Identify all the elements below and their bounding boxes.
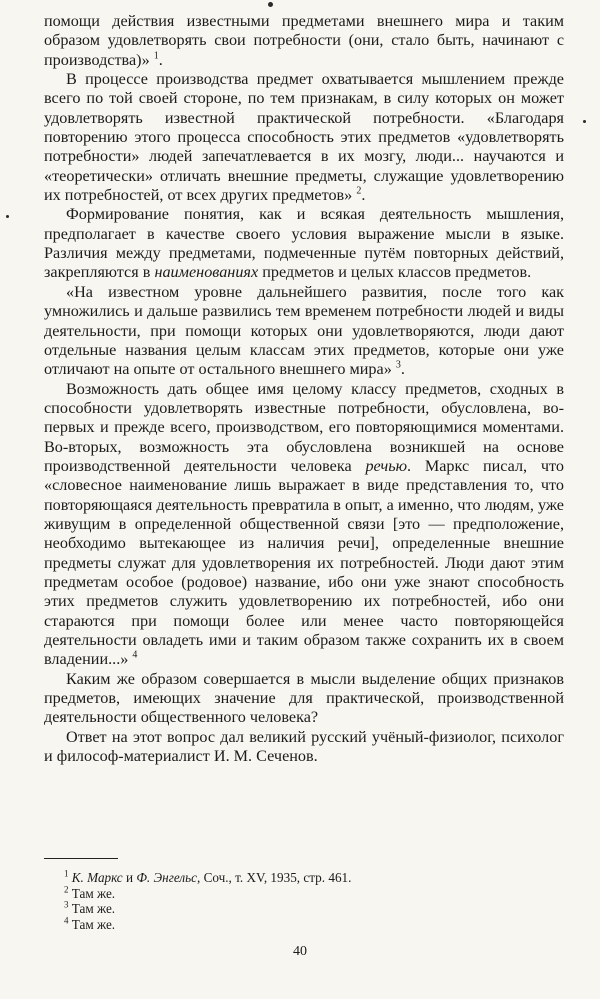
print-speck [268, 2, 273, 7]
emphasis-rech: речью [365, 456, 408, 475]
footnote-3: $^3$ Там же. [64, 899, 116, 917]
paragraph-3: Формирование понятия, как и всякая деятельность мышления, предполагает в качестве своего условия выражение мысли в языке. Различия между предметами, подмеченные путём повторных действий, закрепляются в наименованиях предметов и целых классов предметов. [44, 205, 564, 282]
footnote-ref-3: 3 [395, 359, 401, 371]
paragraph-1: помощи действия известными предметами внешнего мира и таким образом удовлетворять свои потребности (они, стало быть, начинают с производства)» $^1$. [44, 12, 564, 69]
footnote-divider [44, 858, 118, 859]
page-body [44, 12, 564, 766]
paragraph-4-quote: «На известном уровне дальнейшего развития, после того как умножились и дальше развились тем временем потребности людей и виды деятельности, при помощи которых они удовлетворяются, люди дают отдельные названия целым классам этих предметов, которые они уже отличают на опыте от остального внешнего мира» $^3$. [44, 282, 564, 379]
print-speck [6, 215, 9, 218]
page-number: 40 [293, 944, 307, 959]
paragraph-5: Возможность дать общее имя целому классу предметов, сходных в способности удовлетворять известные потребности, обусловлена, во-первых и прежде всего, производством, его повторяющимися моментами. Во-вторых, возможность эта обусловлена возникшей на основе производственной деятельности человека речью. Маркс писал, что «словесное наименование лишь выражает в виде представления то, что повторяющаяся деятельность превратила в опыт, а именно, что людям, уже живущим в определенной общественной связи [это — предположение, необходимо вытекающее из наличия речи], определенные внешние предметы служат для удовлетворения их потребностей. Люди дают этим предметам особое (родовое) название, ибо они уже знают способность этих предметов служить удовлетворению их потребностей, ибо они стараются при помощи более или менее часто повторяющейся деятельности овладеть ими и таким образом также сохранить их в своем владении...» $^4$ [44, 379, 564, 669]
footnote-4: $^4$ Там же. [64, 915, 116, 932]
footnote-ref-1: 1 [153, 50, 159, 62]
print-speck [583, 120, 586, 123]
paragraph-6: Каким же образом совершается в мысли выделение общих признаков предметов, имеющих значение для практической, производственной деятельности общественного человека? [44, 669, 564, 727]
footnote-ref-4: 4 [132, 649, 138, 661]
paragraph-2: В процессе производства предмет охватывается мышлением прежде всего по той своей стороне, по тем признакам, в силу которых он может удовлетворять известной практической потребности. «Благодаря повторению этого процесса способность этих предметов «удовлетворять потребности» людей запечатлевается в их мозгу, люди... научаются и «теоретически» отличать внешние предметы, служащие удовлетворению их потребностей, от всех других предметов» $^2$. [44, 70, 564, 205]
footnote-2: $^2$ Там же. [64, 884, 116, 901]
emphasis-naimenovaniyah: наименованиях [154, 263, 259, 282]
paragraph-7: Ответ на этот вопрос дал великий русский учёный-физиолог, психолог и философ-материалист И. М. Сеченов. [44, 727, 564, 766]
footnote-1: $^1$ К. Маркс и Ф. Энгельс, Соч., т. XV, 1935, стр. 461. [64, 868, 352, 885]
footnote-ref-2: 2 [356, 185, 362, 197]
footnotes [64, 870, 351, 932]
